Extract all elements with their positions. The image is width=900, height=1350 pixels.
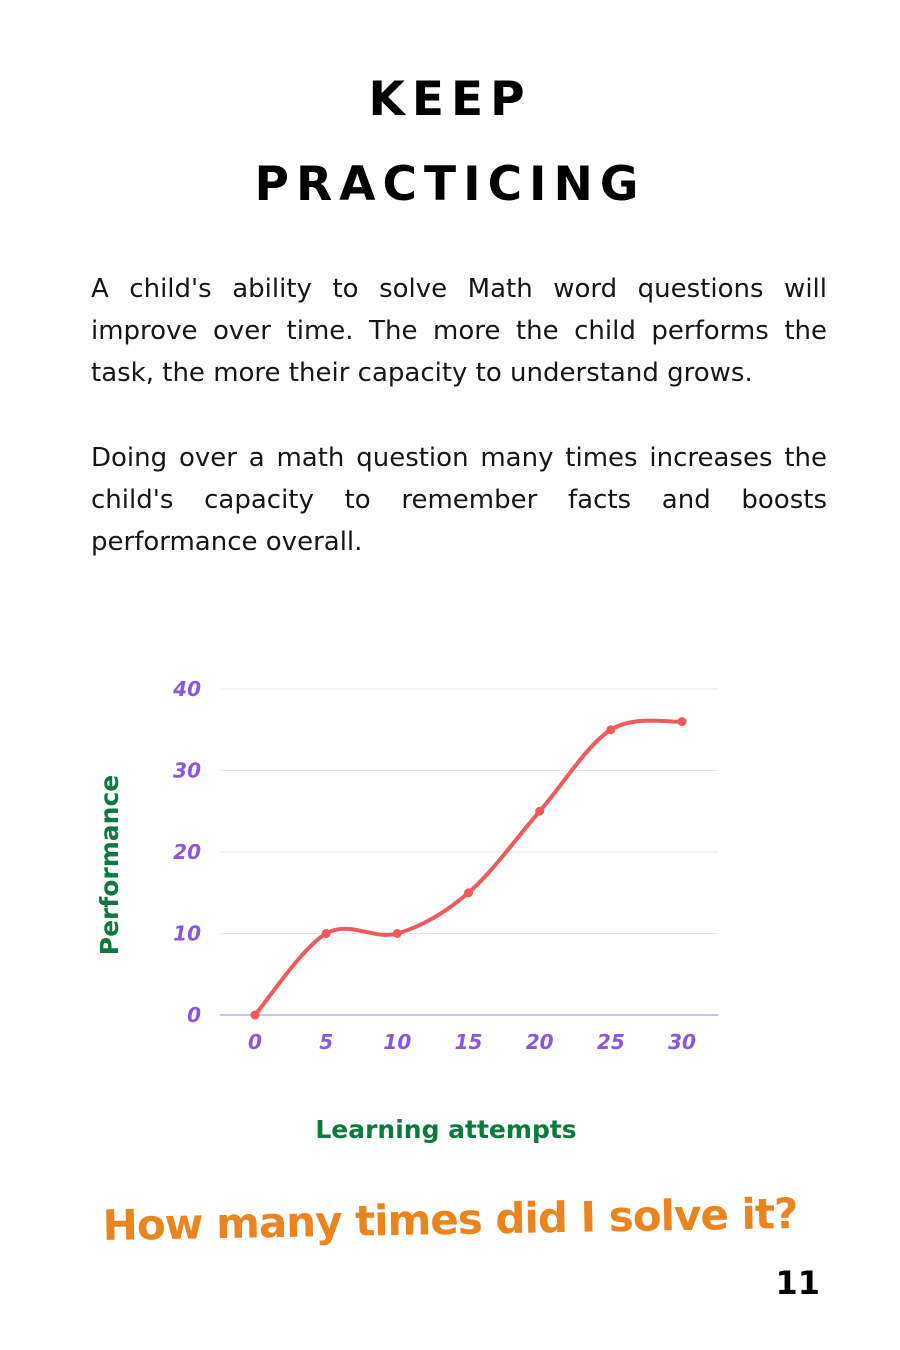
- y-tick-label: 10: [173, 921, 201, 946]
- data-point: [251, 1011, 260, 1020]
- y-tick-label: 20: [173, 840, 201, 864]
- data-point: [393, 929, 402, 938]
- chart-x-tick-labels: [248, 1030, 696, 1054]
- detail-paragraph: Doing over a math question many times increases the child's capacity to remember facts and boosts performance overall.: [91, 443, 827, 557]
- x-tick-label: 0: [248, 1030, 262, 1054]
- question-heading: How many times did I solve it?: [102, 1188, 798, 1251]
- data-point: [535, 807, 544, 816]
- page-title-line-2: PRACTICING: [254, 157, 646, 212]
- y-tick-label: 30: [173, 758, 201, 783]
- x-tick-label: 10: [383, 1030, 412, 1054]
- x-tick-label: 20: [525, 1030, 554, 1054]
- chart-series: [251, 717, 687, 1019]
- data-point: [678, 717, 687, 726]
- x-axis-title: Learning attempts: [315, 1115, 577, 1144]
- x-tick-label: 5: [319, 1030, 334, 1054]
- series-line: [255, 721, 682, 1015]
- y-tick-label: 0: [187, 1003, 201, 1027]
- x-tick-label: 25: [596, 1030, 625, 1054]
- chart-y-tick-labels: [172, 677, 201, 1027]
- data-point: [606, 725, 615, 734]
- x-tick-label: 30: [668, 1030, 696, 1054]
- data-point: [464, 888, 473, 897]
- page-title-line-1: KEEP: [368, 72, 532, 127]
- y-axis-title: Performance: [95, 774, 124, 956]
- y-tick-label: 40: [173, 677, 201, 701]
- intro-paragraph: A child's ability to solve Math word questions will improve over time. The more the child performs the task, the more their capacity to understand grows.: [91, 274, 827, 388]
- x-tick-label: 15: [454, 1030, 483, 1054]
- page-number: 11: [775, 1264, 820, 1302]
- data-point: [322, 929, 331, 938]
